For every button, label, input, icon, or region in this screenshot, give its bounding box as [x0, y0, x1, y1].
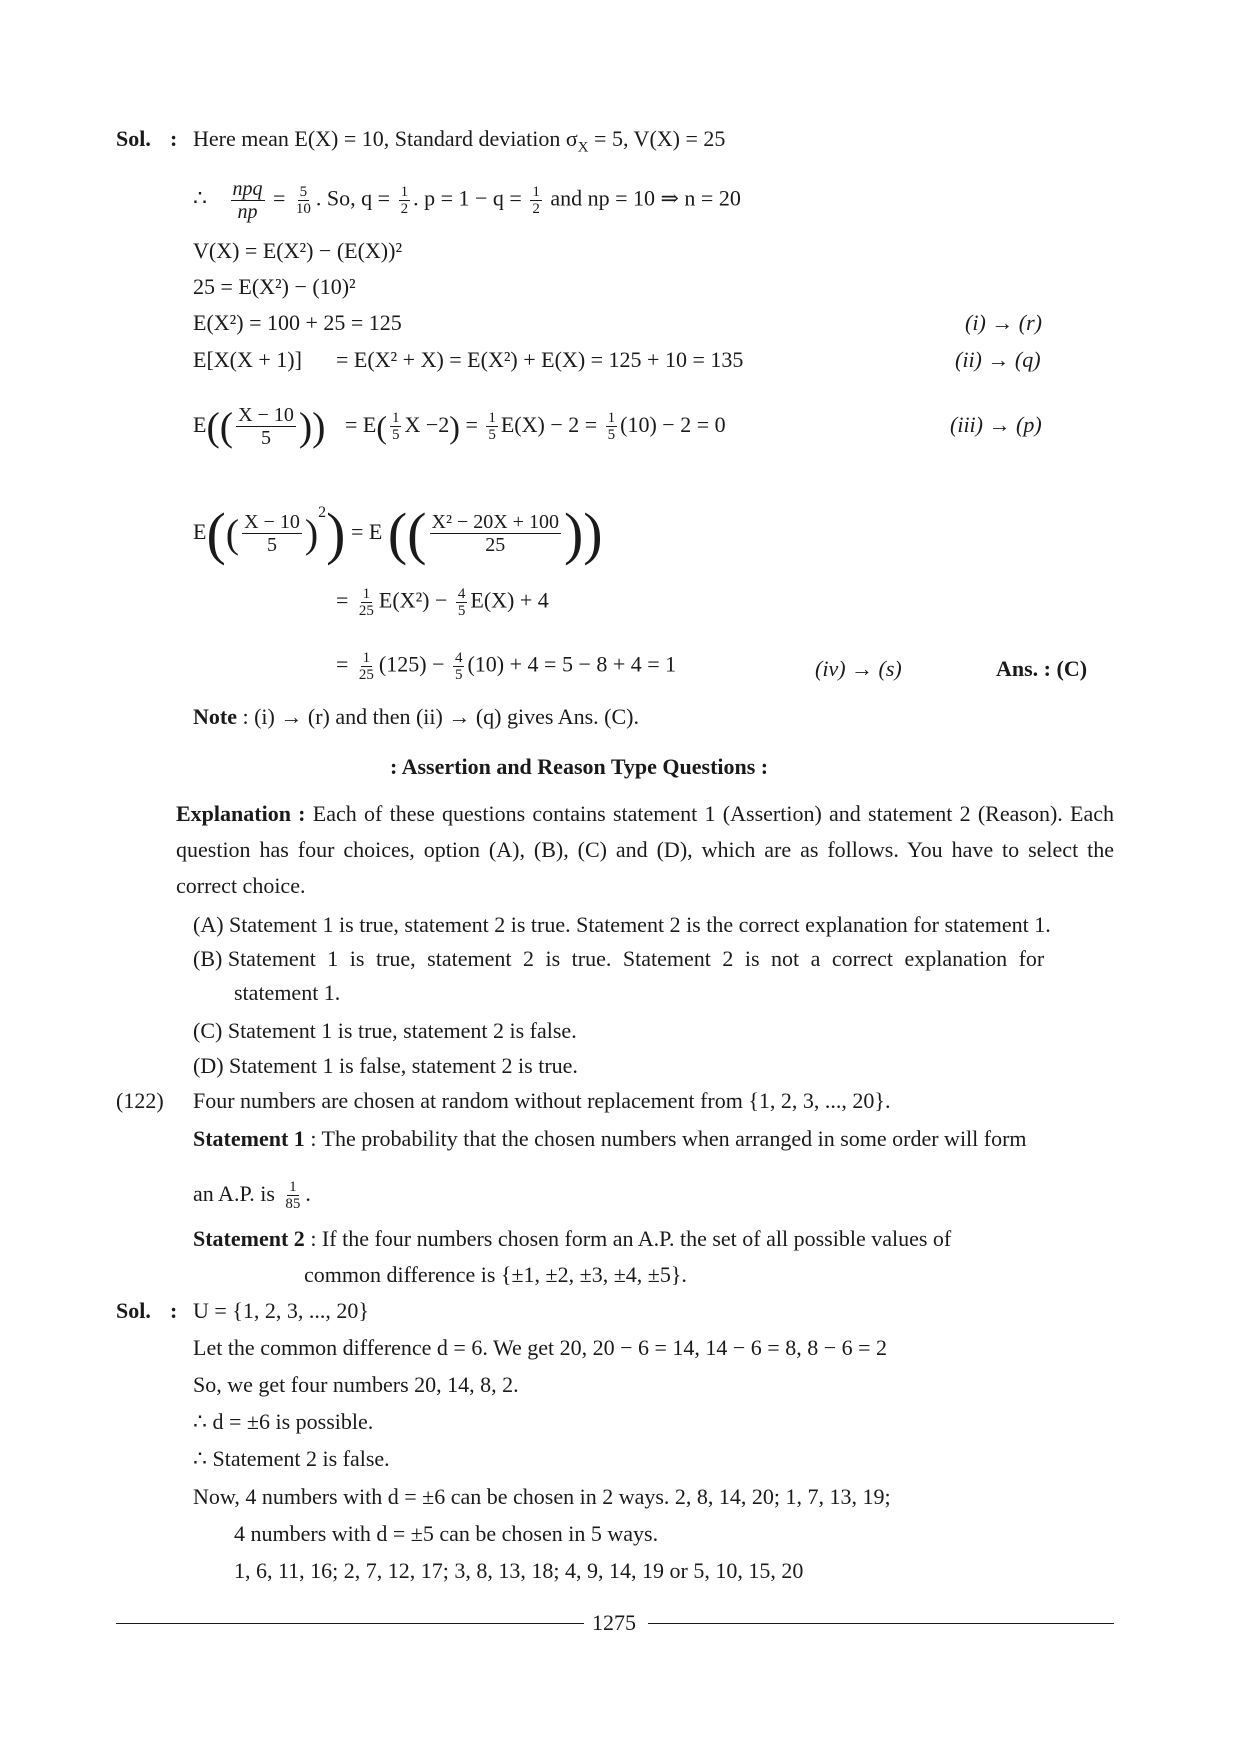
- sol-colon: :: [170, 126, 178, 151]
- statement-2-cont: common difference is {±1, ±2, ±3, ±4, ±5}.: [304, 1262, 687, 1287]
- sol2-line1: U = {1, 2, 3, ..., 20}: [193, 1298, 369, 1323]
- sol1-line2: ∴ npq np = $\frac{5}{10}$ . So, q = $\frac{1}{2}$ . p = 1 − q = $\frac{1}{2}$ and np = 10 ⇒ n = 20: [193, 178, 741, 223]
- tag-i-r: (i) → (r): [965, 310, 1042, 335]
- footer-rule-left: [116, 1623, 584, 1624]
- sol1-line6b: = E(X² + X) = E(X²) + E(X) = 125 + 10 = 135: [336, 347, 744, 372]
- sol2-line4: ∴ d = ±6 is possible.: [193, 1409, 374, 1434]
- option-b: (B) Statement 1 is true, statement 2 is true. Statement 2 is not a correct explanation for: [193, 946, 1045, 971]
- statement-2: Statement 2 : If the four numbers chosen form an A.P. the set of all possible values of: [193, 1226, 952, 1251]
- sol-label: Sol.: [116, 126, 151, 151]
- sol1-line3: V(X) = E(X²) − (E(X))²: [193, 238, 403, 263]
- footer-rule-right: [648, 1623, 1114, 1624]
- option-a: (A) Statement 1 is true, statement 2 is true. Statement 2 is the correct explanation for statement 1.: [193, 912, 1051, 937]
- tag-iv-s: (iv) → (s): [815, 656, 902, 681]
- option-d: (D) Statement 1 is false, statement 2 is true.: [193, 1053, 578, 1078]
- sol1-line10: = $\frac{1}{25}$ (125) − $\frac{4}{5}$ (10) + 4 = 5 − 8 + 4 = 1: [336, 650, 677, 683]
- tag-iii-p: (iii) → (p): [950, 412, 1042, 437]
- sol2-line2: Let the common difference d = 6. We get 20, 20 − 6 = 14, 14 − 6 = 8, 8 − 6 = 2: [193, 1335, 888, 1360]
- tag-ii-q: (ii) → (q): [955, 347, 1041, 372]
- question-number: (122): [116, 1088, 164, 1113]
- answer: Ans. : (C): [996, 656, 1088, 681]
- page-number: 1275: [592, 1610, 636, 1635]
- sol2-line5: ∴ Statement 2 is false.: [193, 1446, 390, 1471]
- sol2-line7: 4 numbers with d = ±5 can be chosen in 5 ways.: [234, 1521, 659, 1546]
- sol1-line7: E(( $\frac{X - 10}{5}$ )) = E( $\frac{1}{5}$ X −2) = $\frac{1}{5}$ E(X) − 2 = $\frac{1}{5}$ (10) − 2 = 0: [193, 403, 726, 450]
- section-heading: : Assertion and Reason Type Questions :: [390, 754, 769, 779]
- note: Note : (i) → (r) and then (ii) → (q) gives Ans. (C).: [193, 704, 640, 729]
- sol1-line9: = $\frac{1}{25}$ E(X²) − $\frac{4}{5}$ E(X) + 4: [336, 586, 549, 619]
- statement-1-cont: an A.P. is $\frac{1}{85}$ .: [193, 1179, 311, 1213]
- sol2-line3: So, we get four numbers 20, 14, 8, 2.: [193, 1372, 519, 1397]
- sol1-line4: 25 = E(X²) − (10)²: [193, 274, 356, 299]
- option-b-cont: statement 1.: [234, 980, 341, 1005]
- sol1-line6a: E[X(X + 1)]: [193, 347, 302, 372]
- sol2-colon: :: [170, 1298, 178, 1323]
- option-c: (C) Statement 1 is true, statement 2 is false.: [193, 1018, 577, 1043]
- sol1-line8: E(( $\frac{X - 10}{5}$ )$^2$) = E (( $\frac{\text{X² − 20X + 100}}{25}$ )): [193, 500, 603, 566]
- explanation: Explanation : Each of these questions contains statement 1 (Assertion) and statement 2 (Reason). Each question has four choices, option (A), (B), (C) and (D), which are as follows. You have to select the correct choice.: [176, 801, 1114, 898]
- sol2-line8: 1, 6, 11, 16; 2, 7, 12, 17; 3, 8, 13, 18; 4, 9, 14, 19 or 5, 10, 15, 20: [234, 1558, 804, 1583]
- sol2-label: Sol.: [116, 1298, 151, 1323]
- sol1-line5: E(X²) = 100 + 25 = 125: [193, 310, 402, 335]
- statement-1: Statement 1 : The probability that the chosen numbers when arranged in some order will form: [193, 1126, 1027, 1151]
- sol2-line6: Now, 4 numbers with d = ±6 can be chosen in 2 ways. 2, 8, 14, 20; 1, 7, 13, 19;: [193, 1484, 891, 1509]
- question-text: Four numbers are chosen at random without replacement from {1, 2, 3, ..., 20}.: [193, 1088, 891, 1113]
- sol1-line1: Here mean E(X) = 10, Standard deviation $\sigma_X = 5$, V(X) = 25: [193, 126, 726, 156]
